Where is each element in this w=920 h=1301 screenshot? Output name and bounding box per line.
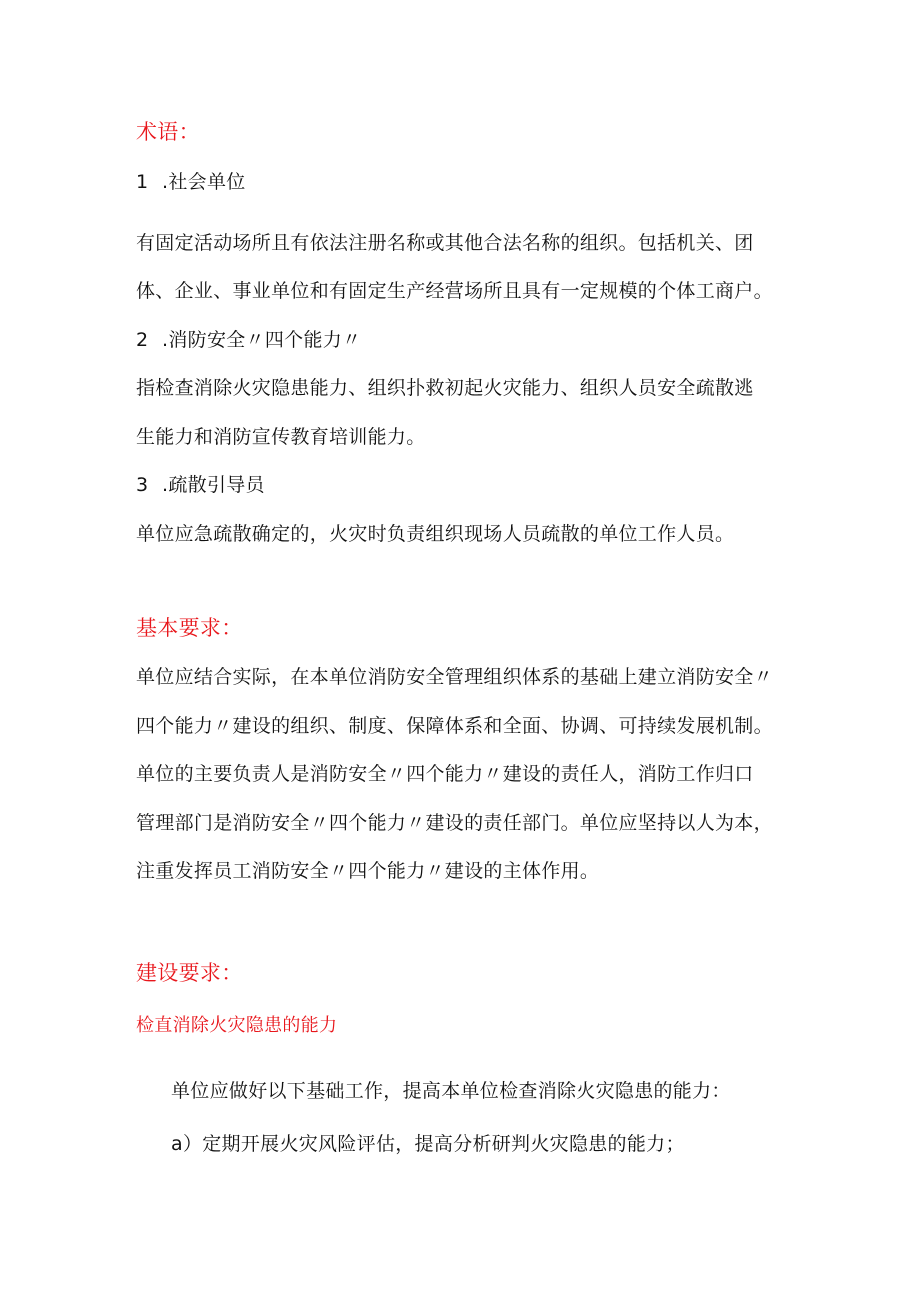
basic-line-3: 单位的主要负责人是消防安全〃四个能力〃建设的责任人，消防工作归口 (136, 763, 754, 785)
term-2-line-1: 指检查消除火灾隐患能力、组织扑救初起火灾能力、组织人员安全疏散逃 (136, 377, 754, 399)
terms-heading: 术语： (136, 120, 200, 144)
term-1-number: 1 (136, 171, 149, 193)
term-2-line-2: 生能力和消防宣传教育培训能力。 (136, 426, 426, 448)
basic-line-5: 注重发挥员工消防安全〃四个能力〃建设的主体作用。 (136, 860, 600, 882)
term-3-title (136, 472, 265, 498)
term-3-label: .疏散引导员 (162, 474, 265, 496)
basic-line-4: 管理部门是消防安全〃四个能力〃建设的责任部门。单位应坚持以人为本， (136, 812, 773, 834)
basic-heading: 基本要求： (136, 616, 243, 640)
term-1-line-2: 体、企业、事业单位和有固定生产经营场所且具有一定规模的个体工商户。 (136, 280, 773, 302)
term-1-line-1: 有固定活动场所且有依法注册名称或其他合法名称的组织。包括机关、团 (136, 232, 754, 254)
term-1-label: .社会单位 (162, 171, 246, 193)
construction-subheading: 检直消除火灾隐患的能力 (136, 1015, 338, 1036)
term-2-title (136, 327, 361, 353)
construction-item-a: a）定期开展火灾风险评估，提高分析研判火灾隐患的能力； (171, 1133, 685, 1155)
construction-heading: 建设要求： (136, 961, 243, 985)
term-3-number: 3 (136, 474, 149, 496)
basic-line-1: 单位应结合实际，在本单位消防安全管理组织体系的基础上建立消防安全〃 (136, 666, 773, 688)
term-2-number: 2 (136, 329, 149, 351)
term-3-line-1: 单位应急疏散确定的，火灾时负责组织现场人员疏散的单位工作人员。 (136, 523, 735, 545)
term-2-label: .消防安全〃四个能力〃 (162, 329, 362, 351)
term-1-title (136, 169, 246, 195)
basic-line-2: 四个能力〃建设的组织、制度、保障体系和全面、协调、可持续发展机制。 (136, 715, 773, 737)
construction-intro: 单位应做好以下基础工作，提高本单位检查消除火灾隐患的能力： (171, 1080, 731, 1102)
